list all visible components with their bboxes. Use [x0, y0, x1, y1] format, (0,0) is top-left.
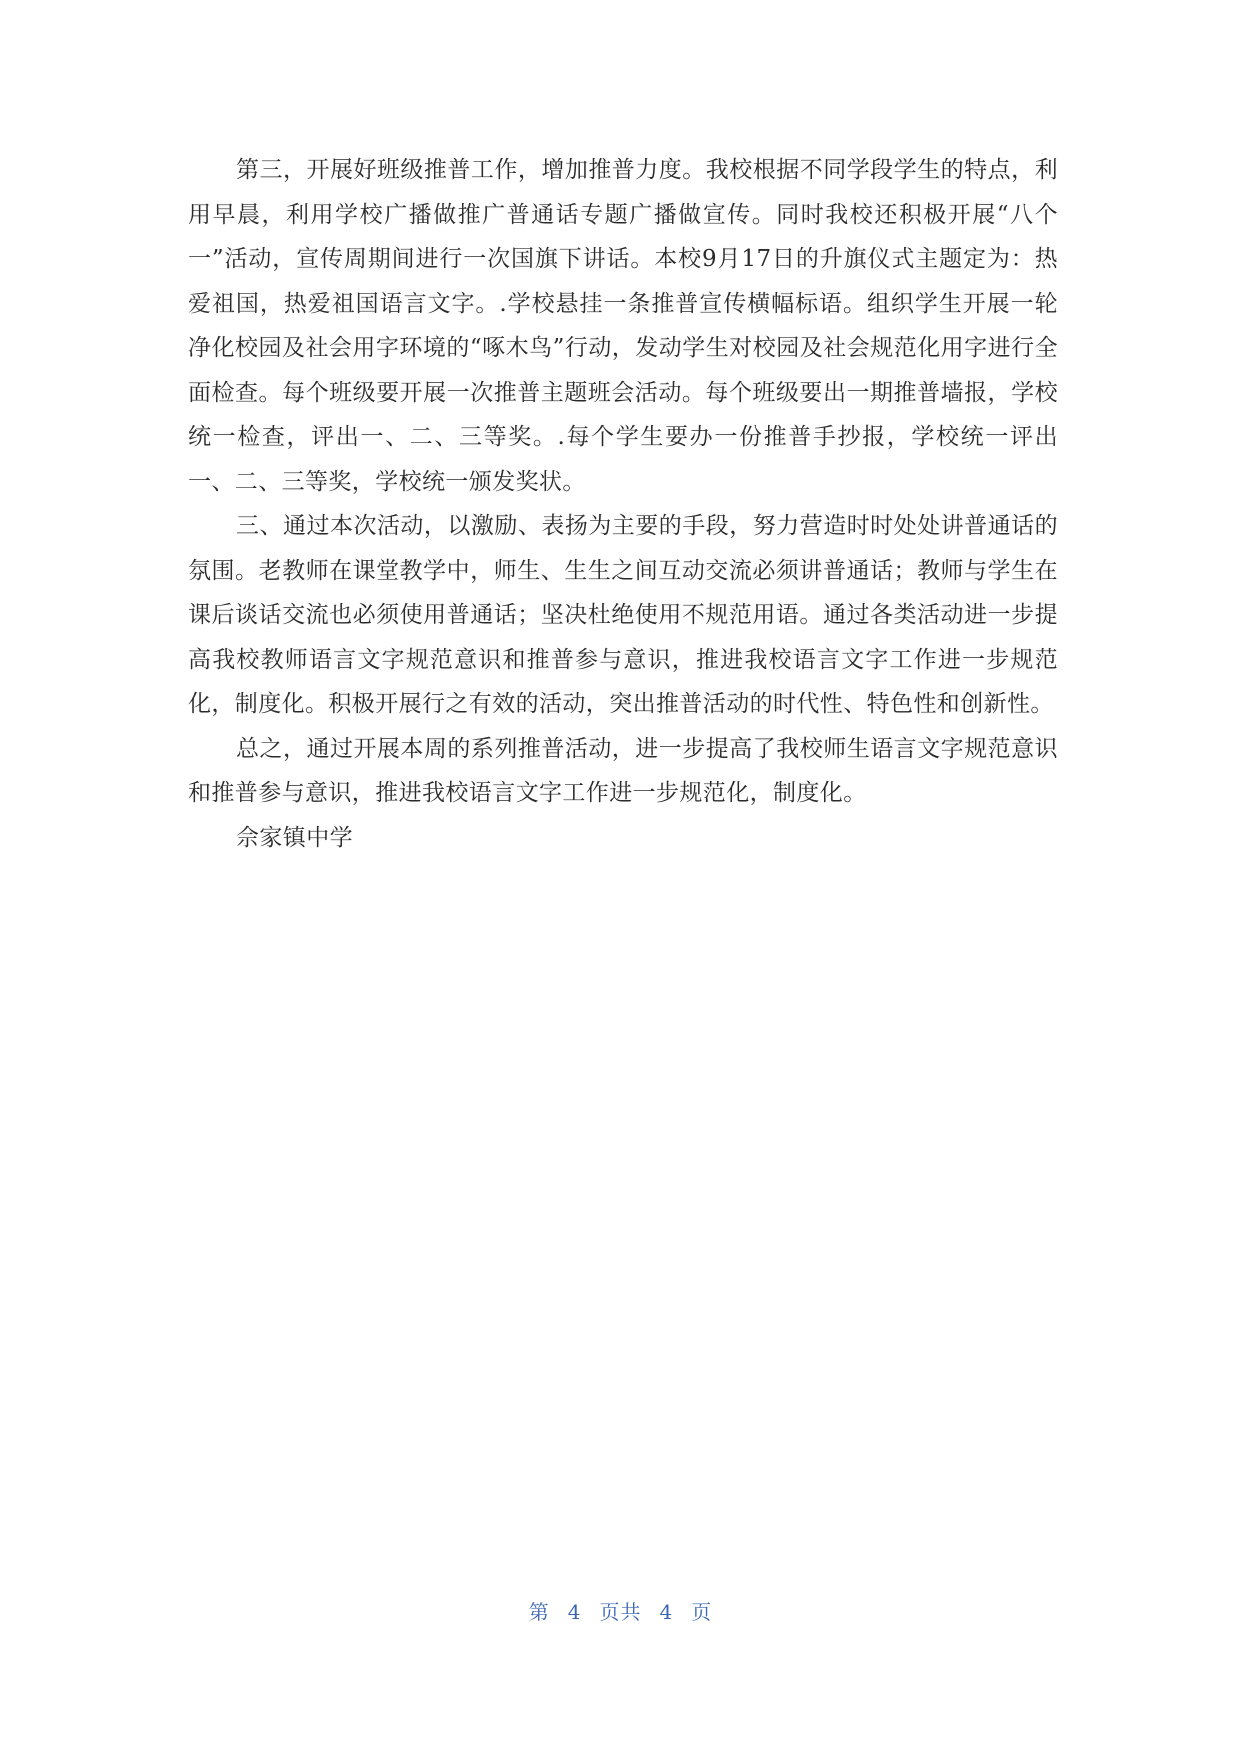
paragraph-class-activities: 第三，开展好班级推普工作，增加推普力度。我校根据不同学段学生的特点，利用早晨，利用学校广播做推广普通话专题广播做宣传。同时我校还积极开展“八个一”活动，宣传周期间进行一次国旗下讲话。本校9月17日的升旗仪式主题定为：热爱祖国，热爱祖国语言文字。.学校悬挂一条推普宣传横幅标语。组织学生开展一轮净化校园及社会用字环境的“啄木鸟”行动，发动学生对校园及社会规范化用字进行全面检查。每个班级要开展一次推普主题班会活动。每个班级要出一期推普墙报，学校统一检查，评出一、二、三等奖。.每个学生要办一份推普手抄报，学校统一评出一、二、三等奖，学校统一颁发奖状。 [188, 157, 1058, 495]
footer-prefix: 第 [528, 1600, 550, 1624]
page-footer [0, 1596, 1241, 1625]
paragraph-conclusion: 总之，通过开展本周的系列推普活动，进一步提高了我校师生语言文字规范意识和推普参与意识，推进我校语言文字工作进一步规范化，制度化。 [188, 735, 1058, 806]
footer-current-page: 4 [567, 1600, 582, 1624]
document-body [188, 148, 1058, 860]
paragraph-activity-goals: 三、通过本次活动，以激励、表扬为主要的手段，努力营造时时处处讲普通话的氛围。老教师在课堂教学中，师生、生生之间互动交流必须讲普通话；教师与学生在课后谈话交流也必须使用普通话；坚决杜绝使用不规范用语。通过各类活动进一步提高我校教师语言文字规范意识和推普参与意识，推进我校语言文字工作进一步规范化，制度化。积极开展行之有效的活动，突出推普活动的时代性、特色性和创新性。 [188, 513, 1058, 717]
footer-middle: 页共 [599, 1600, 642, 1624]
footer-suffix: 页 [691, 1600, 713, 1624]
footer-total-pages: 4 [659, 1600, 674, 1624]
school-signature: 佘家镇中学 [236, 824, 353, 851]
